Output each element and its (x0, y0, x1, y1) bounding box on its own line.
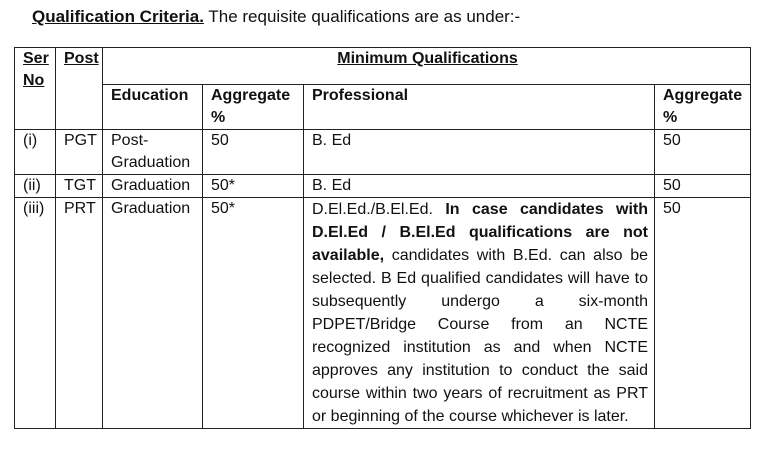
table-header-row (15, 48, 751, 85)
subheader-aggregate-education: Aggregate % (203, 85, 304, 130)
row-aggregate-professional: 50 (655, 130, 751, 175)
row-aggregate-education: 50* (203, 198, 304, 429)
row-education: Graduation (103, 175, 203, 198)
heading-label: Qualification Criteria. (32, 7, 204, 26)
subheader-professional: Professional (304, 85, 655, 130)
row-ser: (i) (15, 130, 56, 175)
header-post: Post (56, 48, 103, 130)
professional-text-part1: D.El.Ed./B.El.Ed. (312, 201, 446, 218)
table-subheader-row (15, 85, 751, 130)
row-professional: B. Ed (304, 175, 655, 198)
row-aggregate-professional: 50 (655, 198, 751, 429)
table-row (15, 198, 751, 429)
subheader-aggregate-professional: Aggregate % (655, 85, 751, 130)
row-education: Post-Graduation (103, 130, 203, 175)
professional-text-part2: candidates with B.Ed. can also be selected. B Ed qualified candidates will have to subsequently undergo a six-month PDPET/Bridge Course from an NCTE recognized institution as and when NCTE approves any institution to conduct the said course within two years of recruitment as PRT or beginning of the course whichever is later. (312, 247, 648, 425)
row-post: PRT (56, 198, 103, 429)
row-professional: B. Ed (304, 130, 655, 175)
row-post: TGT (56, 175, 103, 198)
heading-text: The requisite qualifications are as under:- (203, 7, 521, 26)
table-row (15, 130, 751, 175)
row-ser: (iii) (15, 198, 56, 429)
row-aggregate-education: 50* (203, 175, 304, 198)
header-ser-no: Ser No (15, 48, 56, 130)
row-aggregate-education: 50 (203, 130, 304, 175)
professional-text-bold: In case candidates with D.El.Ed / B.El.Ed qualifications are not available, (312, 201, 648, 264)
table-row (15, 175, 751, 198)
row-aggregate-professional: 50 (655, 175, 751, 198)
row-education: Graduation (103, 198, 203, 429)
subheader-education: Education (103, 85, 203, 130)
qualification-table (14, 47, 751, 429)
section-heading (32, 6, 520, 28)
header-minimum-qualifications: Minimum Qualifications (103, 48, 751, 85)
row-post: PGT (56, 130, 103, 175)
row-professional (304, 198, 655, 429)
row-ser: (ii) (15, 175, 56, 198)
